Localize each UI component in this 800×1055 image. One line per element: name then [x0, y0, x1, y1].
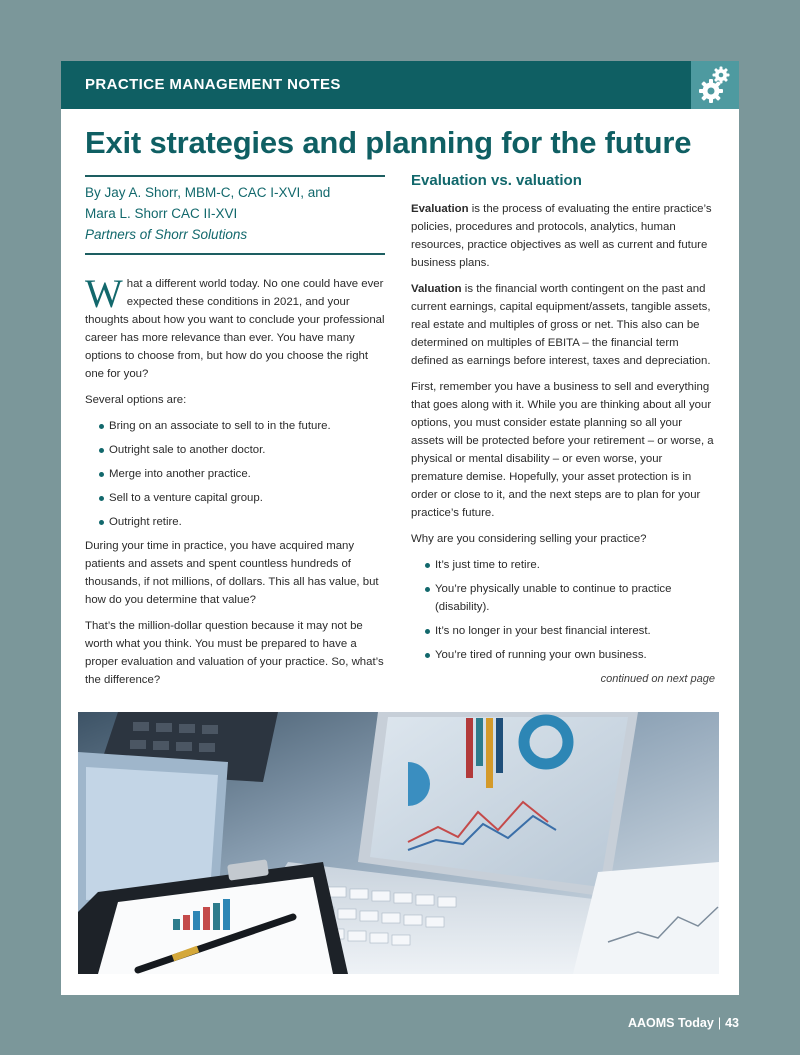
evaluation-term: Evaluation [411, 203, 469, 215]
gear-box [691, 61, 739, 109]
footer-separator: | [717, 1016, 722, 1030]
reasons-list [411, 556, 715, 664]
bullet-icon [99, 496, 104, 501]
continued-note: continued on next page [600, 673, 715, 685]
left-body [85, 271, 385, 689]
right-column [411, 172, 715, 688]
byline-partners: Partners of Shorr Solutions [85, 227, 248, 242]
bullet-icon [99, 472, 104, 477]
bullet-icon [425, 563, 430, 568]
options-lead: Several options are: [85, 394, 187, 406]
bullet-icon [425, 587, 430, 592]
laptop-charts-photo [78, 712, 719, 974]
article-page [61, 61, 739, 995]
byline-author-2: Mara L. Shorr CAC II-XVI [85, 206, 238, 221]
valuation-paragraph: Valuation is the financial worth contingent on the past and current earnings, capital equipment/assets, tangible assets, real estate and multiples of gross or net. This also can be determined on multiples of EBITA – the financial term defined as earnings before interest, taxes and depreciation. [411, 283, 711, 367]
list-item: It’s just time to retire. [411, 556, 715, 574]
why-lead: Why are you considering selling your practice? [411, 533, 647, 545]
subhead-evaluation-valuation: Evaluation vs. valuation [411, 172, 582, 189]
page-number: 43 [725, 1016, 739, 1030]
drop-cap: W [85, 271, 123, 316]
intro-text: hat a different world today. No one could have ever expected these conditions in 2021, and your thoughts about how you want to conclude your professional career has more relevance than ever. You have many options to choose from, but how do you choose the right one for you? [85, 278, 385, 380]
list-item: Merge into another practice. [85, 465, 385, 483]
byline-author-1: By Jay A. Shorr, MBM-C, CAC I-XVI, and [85, 185, 331, 200]
byline-bottom-rule [85, 253, 385, 255]
right-body [411, 200, 715, 688]
bullet-icon [425, 653, 430, 658]
bullet-icon [99, 448, 104, 453]
list-item: Outright retire. [85, 513, 385, 531]
valuation-term: Valuation [411, 283, 462, 295]
list-item: Outright sale to another doctor. [85, 441, 385, 459]
million-paragraph: That’s the million-dollar question because it may not be worth what you think. You must be prepared to have a proper evaluation and valuation of your practice. So, what’s the difference? [85, 620, 384, 686]
bullet-icon [99, 424, 104, 429]
page-footer [628, 1016, 739, 1030]
list-item: You’re tired of running your own business. [411, 646, 715, 664]
list-item: Sell to a venture capital group. [85, 489, 385, 507]
bullet-icon [99, 520, 104, 525]
list-item: You’re physically unable to continue to practice (disability). [411, 580, 715, 616]
bullet-icon [425, 629, 430, 634]
evaluation-paragraph: Evaluation is the process of evaluating the entire practice’s policies, procedures and protocols, analytics, human resources, practice objectives as well as current and future business plans. [411, 203, 712, 269]
time-paragraph: During your time in practice, you have acquired many patients and assets and spent countless hundreds of thousands, if not millions, of dollars. This all has value, but how do you determine that value? [85, 540, 379, 606]
first-paragraph: First, remember you have a business to sell and everything that goes along with it. While you are thinking about all your options, you must consider estate planning so all your assets will be protected before your retirement – or worse, a physical or mental disability – or even worse, your premature demise. Hopefully, your asset protection is in order or close to it, and the next steps are to plan for your practice’s future. [411, 381, 714, 519]
left-column [85, 175, 385, 697]
article-headline: Exit strategies and planning for the future [85, 125, 692, 160]
intro-paragraph [85, 271, 385, 383]
byline [85, 177, 385, 253]
list-item: It’s no longer in your best financial interest. [411, 622, 715, 640]
options-list [85, 417, 385, 531]
section-title: PRACTICE MANAGEMENT NOTES [85, 76, 341, 93]
list-item: Bring on an associate to sell to in the future. [85, 417, 385, 435]
publication-name: AAOMS Today [627, 1016, 714, 1030]
section-banner [61, 61, 739, 109]
gears-icon [697, 65, 735, 105]
